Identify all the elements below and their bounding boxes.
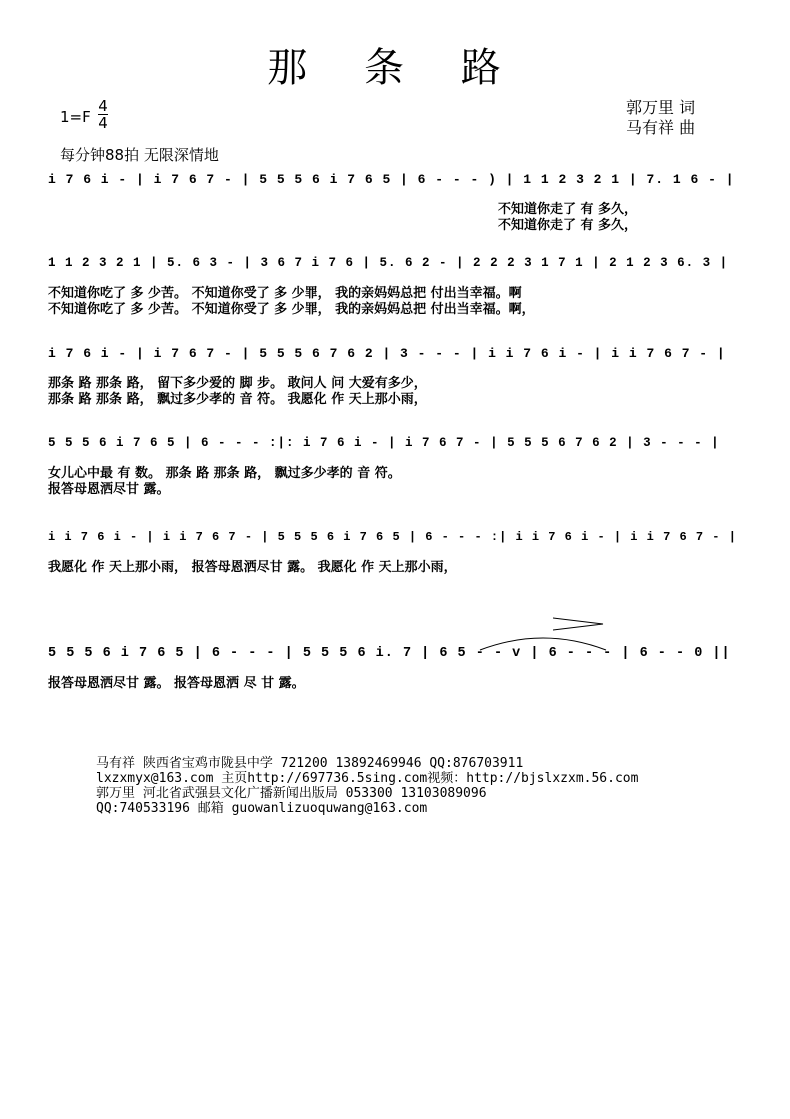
- page-title: 那 条 路: [267, 45, 523, 91]
- decrescendo-mark: [553, 614, 613, 634]
- time-sig-bottom: 4: [98, 114, 108, 132]
- lyrics-verse-1: 女儿心中最 有 数。 那条 路 那条 路， 飘过多少孝的 音 符。: [48, 466, 401, 481]
- lyrics-verse-2: 那条 路 那条 路， 飘过多少孝的 音 符。 我愿化 作 天上那小雨，: [48, 392, 427, 407]
- notation-line: i i 7 6 i - | i i 7 6 7 - | 5 5 5 6 i 7 6 5 | 6 - - - :| i i 7 6 i - | i i 7 6 7 - |: [48, 530, 737, 544]
- lyricist: 郭万里 词: [626, 98, 696, 117]
- tempo-marking: 每分钟88拍 无限深情地: [60, 146, 219, 164]
- composer: 马有祥 曲: [626, 118, 696, 137]
- footer-line-4: QQ:740533196 邮箱 guowanlizuoquwang@163.com: [96, 801, 428, 816]
- lyrics-verse-2: 不知道你吃了 多 少苦。 不知道你受了 多 少罪， 我的亲妈妈总把 付出当幸福。啊，: [48, 302, 535, 317]
- notation-line: 5 5 5 6 i 7 6 5 | 6 - - - | 5 5 5 6 i. 7 | 6 5 - - v | 6 - - - | 6 - - 0 ||: [48, 646, 731, 661]
- lyrics-verse-1: 不知道你走了 有 多久，: [498, 202, 638, 217]
- lyrics-verse-1: 我愿化 作 天上那小雨， 报答母恩洒尽甘 露。 我愿化 作 天上那小雨，: [48, 560, 457, 575]
- footer-line-3: 郭万里 河北省武强县文化广播新闻出版局 053300 13103089096: [96, 786, 487, 801]
- lyrics-verse-2: 报答母恩洒尽甘 露。: [48, 482, 170, 497]
- notation-line: 1 1 2 3 2 1 | 5. 6 3 - | 3 6 7 i 7 6 | 5. 6 2 - | 2 2 2 3 1 7 1 | 2 1 2 3 6. 3 |: [48, 256, 729, 270]
- lyrics-verse-1: 报答母恩洒尽甘 露。 报答母恩洒 尽 甘 露。: [48, 676, 305, 691]
- notation-line: i 7 6 i - | i 7 6 7 - | 5 5 5 6 7 6 2 | 3 - - - | i i 7 6 i - | i i 7 6 7 - |: [48, 346, 726, 361]
- lyrics-verse-1: 那条 路 那条 路， 留下多少爱的 脚 步。 敢问人 问 大爱有多少，: [48, 376, 427, 391]
- footer-line-1: 马有祥 陕西省宝鸡市陇县中学 721200 13892469946 QQ:876703911: [96, 756, 524, 771]
- time-signature: [98, 98, 108, 131]
- notation-line: i 7 6 i - | i 7 6 7 - | 5 5 5 6 i 7 6 5 | 6 - - - ) | 1 1 2 3 2 1 | 7. 1 6 - |: [48, 172, 735, 187]
- key-signature: 1=F: [60, 108, 91, 126]
- notation-line: 5 5 5 6 i 7 6 5 | 6 - - - :|: i 7 6 i - | i 7 6 7 - | 5 5 5 6 7 6 2 | 3 - - - |: [48, 436, 720, 450]
- footer-line-2: lxzxmyx@163.com 主页http://697736.5sing.com视频：http://bjslxzxm.56.com: [96, 771, 639, 786]
- credits: [626, 98, 695, 138]
- contact-footer: [96, 756, 638, 816]
- time-sig-top: 4: [98, 97, 108, 115]
- lyrics-verse-1: 不知道你吃了 多 少苦。 不知道你受了 多 少罪， 我的亲妈妈总把 付出当幸福。啊: [48, 286, 522, 301]
- lyrics-verse-2: 不知道你走了 有 多久，: [498, 218, 638, 233]
